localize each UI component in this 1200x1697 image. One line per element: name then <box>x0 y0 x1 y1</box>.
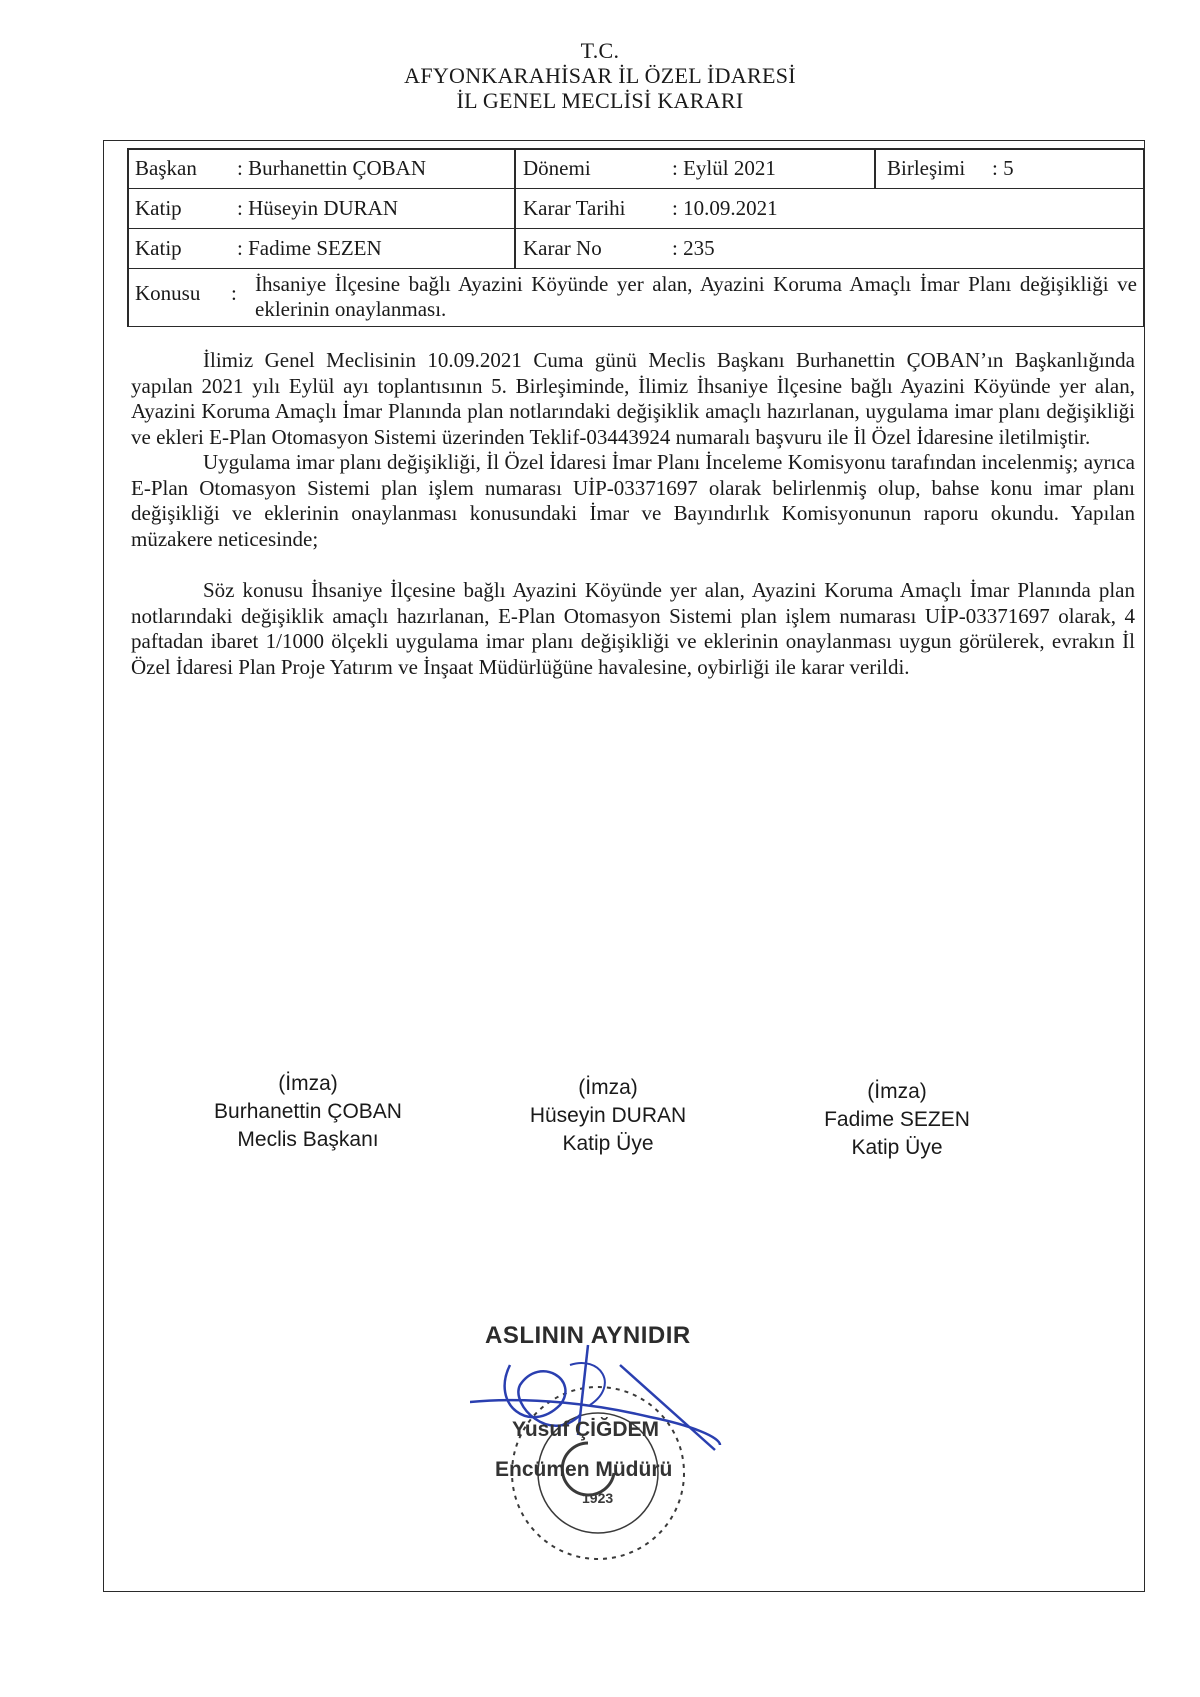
subject-label: Konusu <box>135 281 201 305</box>
signature-imza: (İmza) <box>278 1072 338 1095</box>
karar-no-label: Karar No <box>523 236 602 260</box>
meta-row-katip-2 <box>127 228 1145 269</box>
body-paragraph-1: İlimiz Genel Meclisinin 10.09.2021 Cuma günü Meclis Başkanı Burhanettin ÇOBAN’ın Başkanlığında yapılan 2021 yılı Eylül ayı toplantısının 5. Birleşiminde, İlimiz İhsaniye İlçesine bağlı Ayazini Köyünde yer alan, Ayazini Koruma Amaçlı İmar Planında plan notlarındaki değişiklik amaçlı hazırlanan, uygulama imar planı değişikliği ve ekleri E-Plan Otomasyon Sistemi üzerinden Teklif-03443924 numaralı başvuru ile İl Özel İdaresine iletilmiştir. <box>131 348 1135 449</box>
katip2-value: : Fadime SEZEN <box>237 236 382 260</box>
decision-body <box>131 348 1135 680</box>
signature-name: Fadime SEZEN <box>824 1108 970 1131</box>
baskan-label: Başkan <box>135 156 197 180</box>
donemi-label: Dönemi <box>523 156 591 180</box>
stamp-official-role: Encümen Müdürü <box>495 1458 673 1481</box>
signature-role: Katip Üye <box>562 1132 654 1155</box>
katip1-label: Katip <box>135 196 182 220</box>
katip1-value: : Hüseyin DURAN <box>237 196 398 220</box>
signature-role: Meclis Başkanı <box>237 1128 379 1151</box>
signature-imza: (İmza) <box>867 1080 927 1103</box>
signature-baskan <box>188 1070 428 1154</box>
signature-role: Katip Üye <box>851 1136 943 1159</box>
body-paragraph-2: Uygulama imar planı değişikliği, İl Özel İdaresi İmar Planı İnceleme Komisyonu tarafından incelenmiş; ayrıca E-Plan Otomasyon Sistemi plan işlem numarası UİP-03371697 olarak belirlenmiş olup, bahse konu imar planı değişikliği ve eklerinin onaylanması konusundaki İmar ve Bayındırlık Komisyonunun raporu okundu. Yapılan müzakere neticesinde; <box>131 450 1135 551</box>
signature-katip-2 <box>777 1078 1017 1162</box>
header-document-type: İL GENEL MECLİSİ KARARI <box>456 88 744 113</box>
katip2-label: Katip <box>135 236 182 260</box>
subject-text: İhsaniye İlçesine bağlı Ayazini Köyünde yer alan, Ayazini Koruma Amaçlı İmar Planı değişikliği ve eklerinin onaylanması. <box>255 272 1137 321</box>
header-tc: T.C. <box>580 38 620 63</box>
meta-row-katip-1 <box>127 188 1145 229</box>
signature-name: Burhanettin ÇOBAN <box>214 1100 402 1123</box>
birlesimi-value: : 5 <box>992 156 1014 180</box>
birlesimi-label: Birleşimi <box>887 156 966 180</box>
body-paragraph-3: Söz konusu İhsaniye İlçesine bağlı Ayazini Köyünde yer alan, Ayazini Koruma Amaçlı İmar Planında plan notlarındaki değişiklik amaçlı hazırlanan, E-Plan Otomasyon Sistemi plan işlem numarası UİP-03371697 olarak, 4 paftadan ibaret 1/1000 ölçekli uygulama imar planı değişikliği ve eklerinin onaylanması uygun görülerek, evrakın İl Özel İdaresi Plan Proje Yatırım ve İnşaat Müdürlüğüne havalesine, oybirliği ile karar verildi. <box>131 578 1135 679</box>
seal-year: 1923 <box>582 1490 614 1506</box>
document-header <box>0 38 1200 113</box>
baskan-value: : Burhanettin ÇOBAN <box>237 156 426 180</box>
header-institution: AFYONKARAHİSAR İL ÖZEL İDARESİ <box>404 63 796 88</box>
meta-row-baskan <box>127 148 1145 189</box>
subject-left-border <box>127 260 129 326</box>
subject-colon: : <box>231 281 237 305</box>
karar-tarihi-value: : 10.09.2021 <box>672 196 778 220</box>
karar-tarihi-label: Karar Tarihi <box>523 196 626 220</box>
stamp-official-name: Yusuf ÇİĞDEM <box>512 1418 660 1441</box>
donemi-value: : Eylül 2021 <box>672 156 776 180</box>
signature-name: Hüseyin DURAN <box>529 1104 687 1127</box>
subject-row <box>127 268 1145 327</box>
official-seal-icon <box>470 1325 810 1565</box>
karar-no-value: : 235 <box>672 236 715 260</box>
signature-imza: (İmza) <box>578 1076 638 1099</box>
stamp-title: ASLININ AYNIDIR <box>485 1322 691 1349</box>
signature-katip-1 <box>488 1074 728 1158</box>
